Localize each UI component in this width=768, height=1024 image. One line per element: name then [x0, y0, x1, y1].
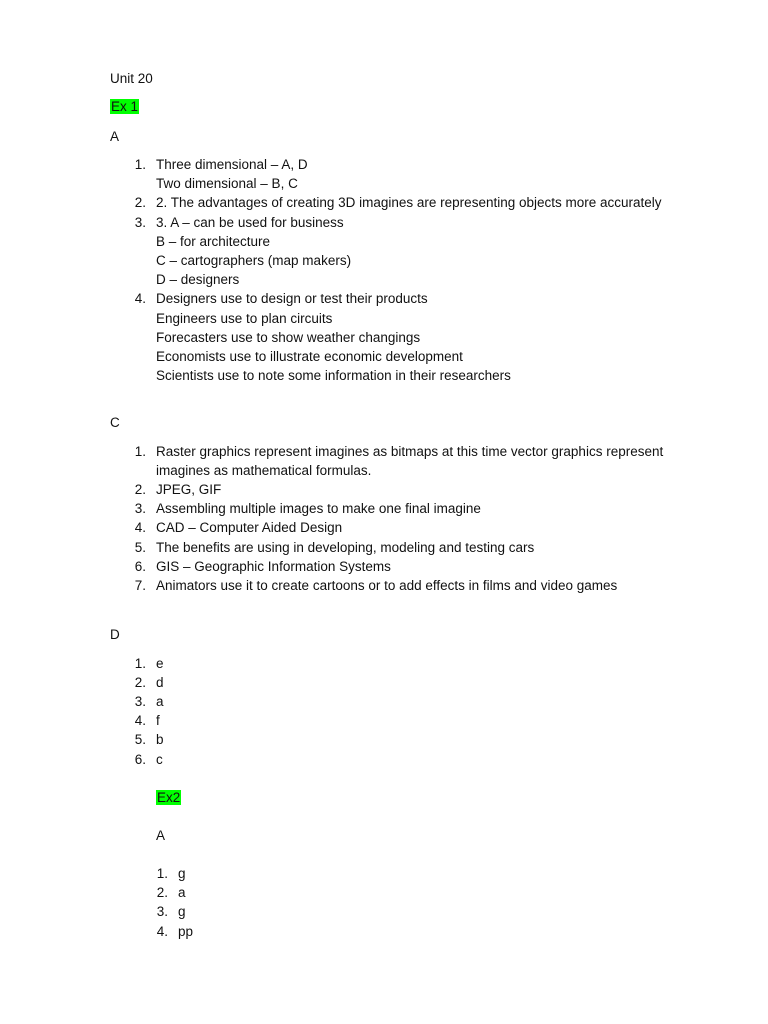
- list-item-continuation: Engineers use to plan circuits: [156, 311, 333, 326]
- ex1-section-a-label: A: [110, 129, 120, 144]
- list-item-continuation: imagines as mathematical formulas.: [156, 463, 372, 478]
- list-item-continuation: D – designers: [156, 272, 240, 287]
- list-item-continuation: Economists use to illustrate economic development: [156, 349, 463, 364]
- ex1-heading: Ex 1: [111, 99, 139, 114]
- ex2-heading: Ex2: [157, 790, 181, 805]
- list-item: 2. The advantages of creating 3D imagines are representing objects more accurately: [156, 195, 662, 210]
- list-number: 3.: [134, 694, 146, 709]
- list-item: pp: [178, 924, 194, 939]
- list-item-continuation: C – cartographers (map makers): [156, 253, 352, 268]
- list-number: 1.: [134, 444, 146, 459]
- list-number: 5.: [134, 732, 146, 747]
- list-item: The benefits are using in developing, modeling and testing cars: [156, 540, 535, 555]
- ex1-section-d-label: D: [110, 627, 120, 642]
- list-item: Three dimensional – A, D: [156, 157, 308, 172]
- list-number: 1.: [156, 866, 168, 881]
- list-number: 2.: [134, 195, 146, 210]
- list-item-continuation: B – for architecture: [156, 234, 271, 249]
- list-item: JPEG, GIF: [156, 482, 222, 497]
- list-item: CAD – Computer Aided Design: [156, 520, 343, 535]
- list-item-continuation: Forecasters use to show weather changings: [156, 330, 421, 345]
- list-number: 3.: [156, 904, 168, 919]
- list-number: 6.: [134, 752, 146, 767]
- list-number: 3.: [134, 501, 146, 516]
- list-item: d: [156, 675, 164, 690]
- document-title: Unit 20: [110, 71, 153, 86]
- list-number: 1.: [134, 157, 146, 172]
- list-number: 1.: [134, 656, 146, 671]
- list-number: 2.: [156, 885, 168, 900]
- list-item: a: [178, 885, 186, 900]
- list-item: a: [156, 694, 164, 709]
- list-number: 5.: [134, 540, 146, 555]
- list-item: b: [156, 732, 164, 747]
- list-item: f: [156, 713, 160, 728]
- list-number: 6.: [134, 559, 146, 574]
- list-number: 2.: [134, 675, 146, 690]
- list-item: Assembling multiple images to make one final imagine: [156, 501, 481, 516]
- list-item: Raster graphics represent imagines as bitmaps at this time vector graphics represent: [156, 444, 664, 459]
- list-item: g: [178, 866, 186, 881]
- list-item: GIS – Geographic Information Systems: [156, 559, 391, 574]
- list-number: 4.: [134, 520, 146, 535]
- list-number: 4.: [156, 924, 168, 939]
- list-number: 2.: [134, 482, 146, 497]
- list-item: Designers use to design or test their products: [156, 291, 428, 306]
- list-item: e: [156, 656, 164, 671]
- list-number: 7.: [134, 578, 146, 593]
- list-item: c: [156, 752, 163, 767]
- list-item-continuation: Scientists use to note some information in their researchers: [156, 368, 511, 383]
- list-item: 3. A – can be used for business: [156, 215, 344, 230]
- list-item-continuation: Two dimensional – B, C: [156, 176, 298, 191]
- ex1-section-c-label: C: [110, 415, 120, 430]
- list-number: 3.: [134, 215, 146, 230]
- ex2-section-a-label: A: [156, 828, 166, 843]
- list-item: g: [178, 904, 186, 919]
- list-item: Animators use it to create cartoons or to add effects in films and video games: [156, 578, 618, 593]
- list-number: 4.: [134, 713, 146, 728]
- list-number: 4.: [134, 291, 146, 306]
